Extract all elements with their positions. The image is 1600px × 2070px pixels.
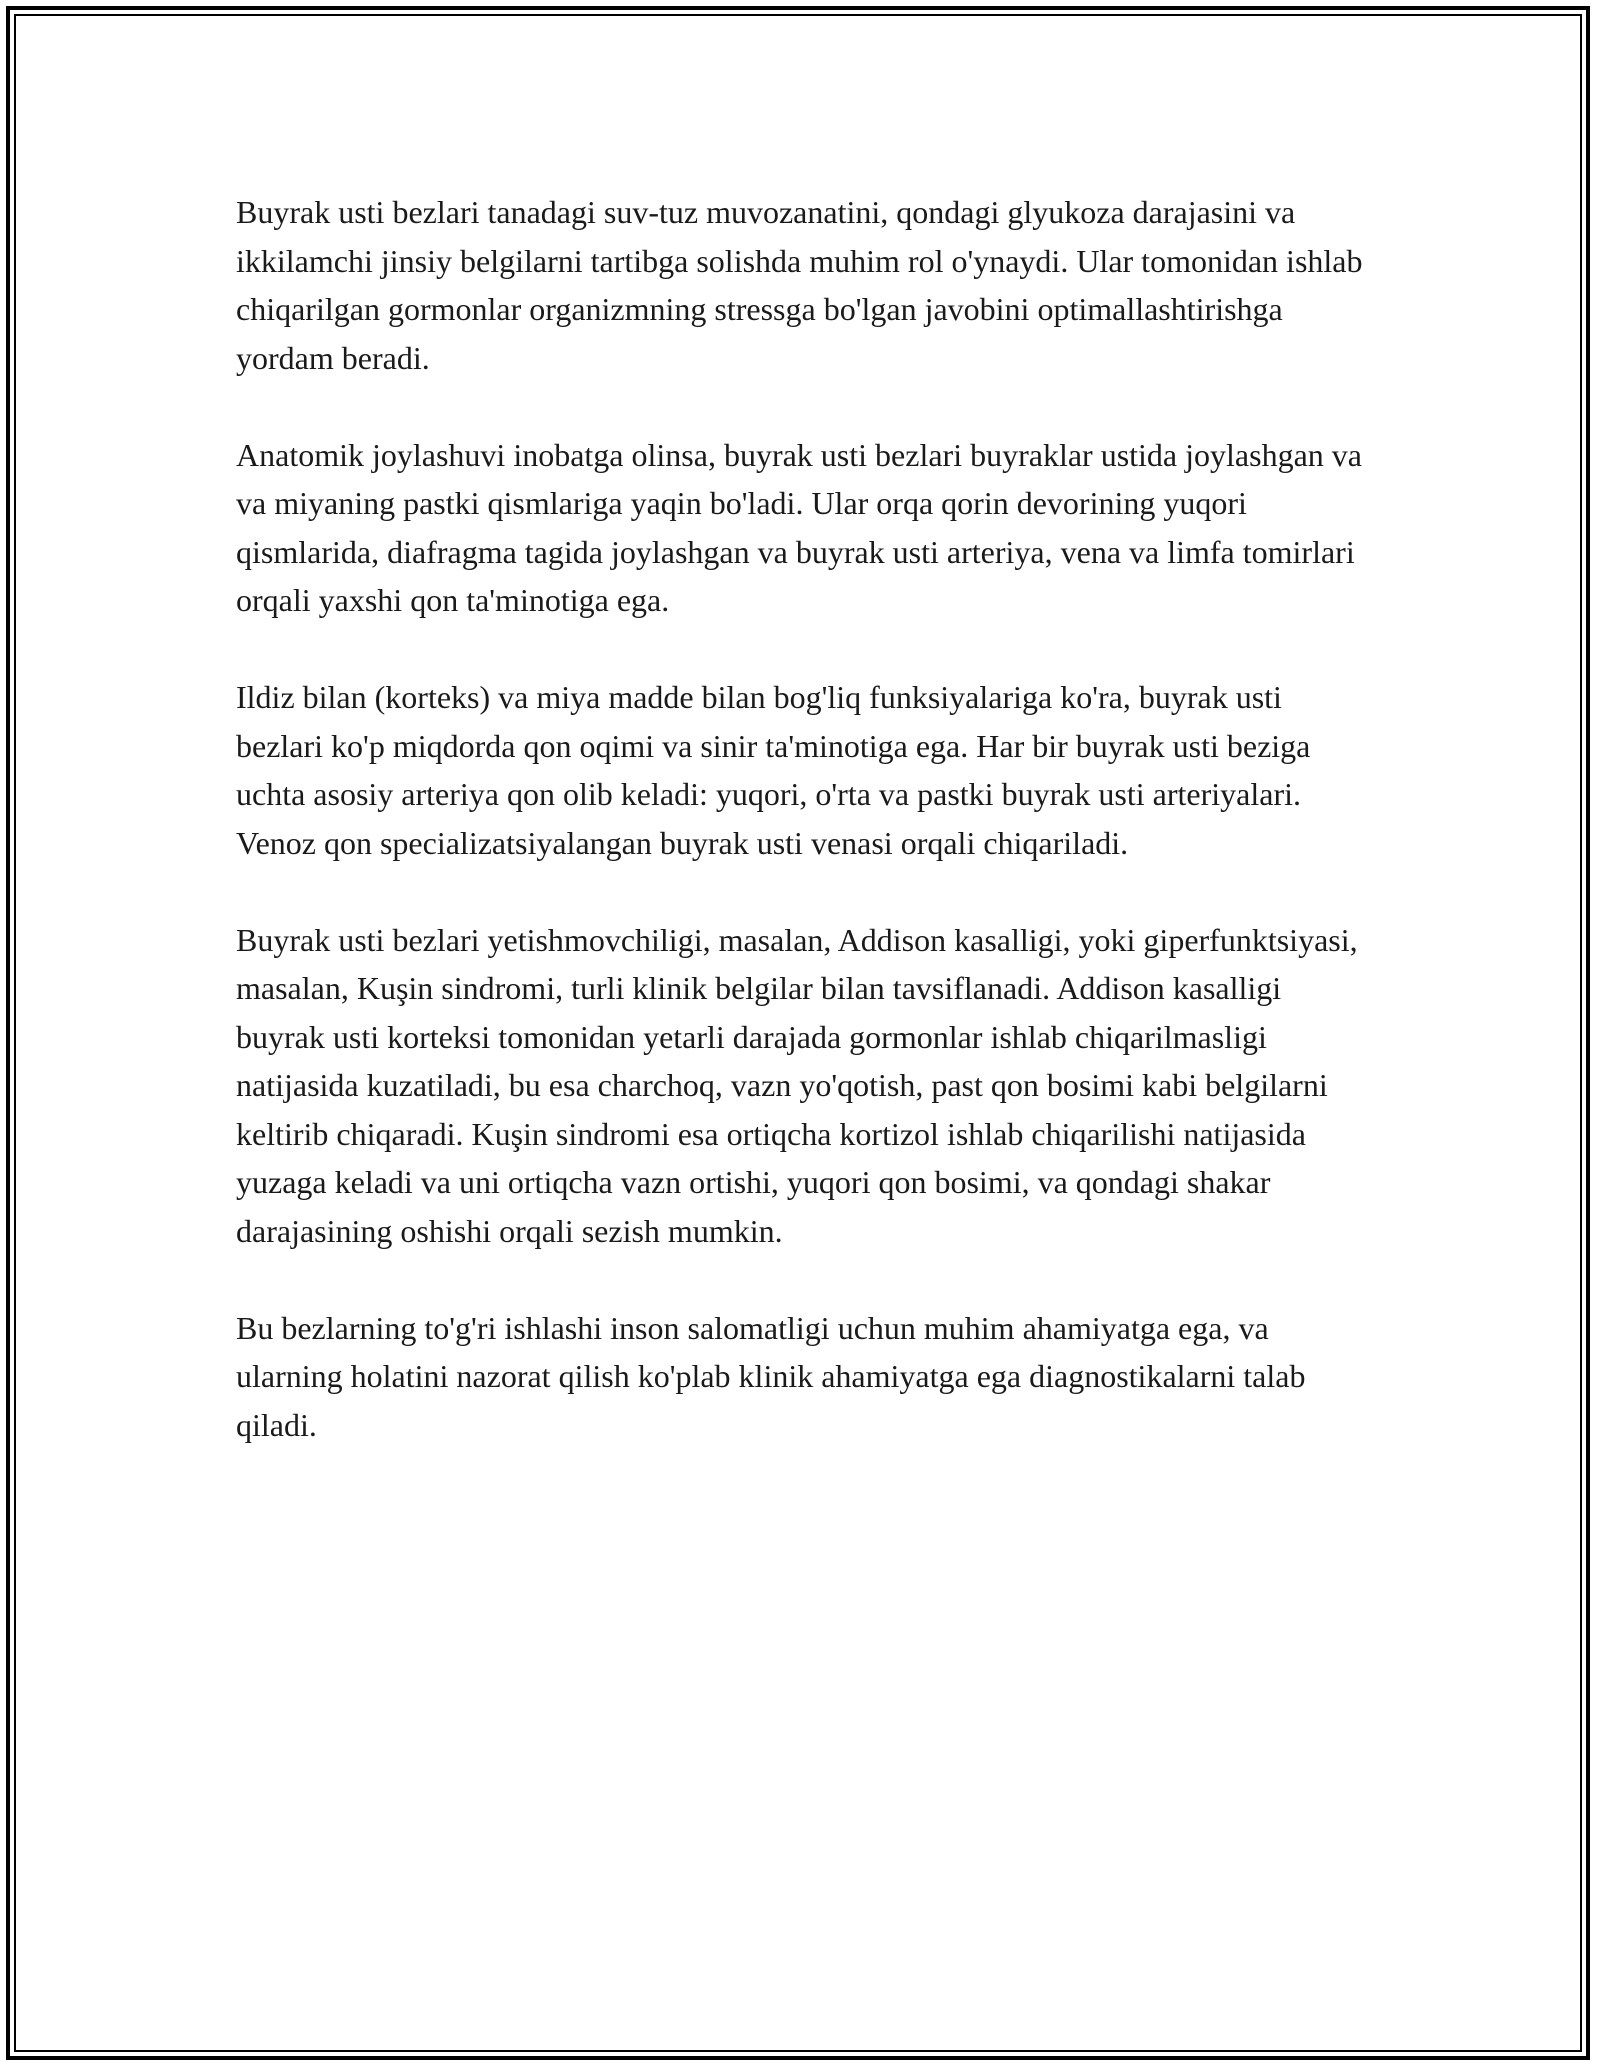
document-body [236, 188, 1376, 1498]
paragraph-4: Buyrak usti bezlari yetishmovchiligi, masalan, Addison kasalligi, yoki giperfunktsiyasi, masalan, Kuşin sindromi, turli klinik belgilar bilan tavsiflanadi. Addison kasalligi buyrak usti korteksi tomonidan yetarli darajada gormonlar ishlab chiqarilmasligi natijasida kuzatiladi, bu esa charchoq, vazn yo'qotish, past qon bosimi kabi belgilarni keltirib chiqaradi. Kuşin sindromi esa ortiqcha kortizol ishlab chiqarilishi natijasida yuzaga keladi va uni ortiqcha vazn ortishi, yuqori qon bosimi, va qondagi shakar darajasining oshishi orqali sezish mumkin. [236, 921, 1358, 1249]
paragraph-1: Buyrak usti bezlari tanadagi suv-tuz muvozanatini, qondagi glyukoza darajasini va ikkilamchi jinsiy belgilarni tartibga solishda muhim rol o'ynaydi. Ular tomonidan ishlab chiqarilgan gormonlar organizmning stressga bo'lgan javobini optimallashtirishga yordam beradi. [236, 194, 1363, 376]
paragraph-5: Bu bezlarning to'g'ri ishlashi inson salomatligi uchun muhim ahamiyatga ega, va ularning holatini nazorat qilish ko'plab klinik ahamiyatga ega diagnostikalarni talab qiladi. [236, 1309, 1306, 1443]
paragraph-2: Anatomik joylashuvi inobatga olinsa, buyrak usti bezlari buyraklar ustida joylashgan va va miyaning pastki qismlariga yaqin bo'ladi. Ular orqa qorin devorining yuqori qismlarida, diafragma tagida joylashgan va buyrak usti arteriya, vena va limfa tomirlari orqali yaxshi qon ta'minotiga ega. [236, 436, 1362, 618]
paragraph-3: Ildiz bilan (korteks) va miya madde bilan bog'liq funksiyalariga ko'ra, buyrak usti bezlari ko'p miqdorda qon oqimi va sinir ta'minotiga ega. Har bir buyrak usti beziga uchta asosiy arteriya qon olib keladi: yuqori, o'rta va pastki buyrak usti arteriyalari. Venoz qon specializatsiyalangan buyrak usti venasi orqali chiqariladi. [236, 679, 1311, 861]
